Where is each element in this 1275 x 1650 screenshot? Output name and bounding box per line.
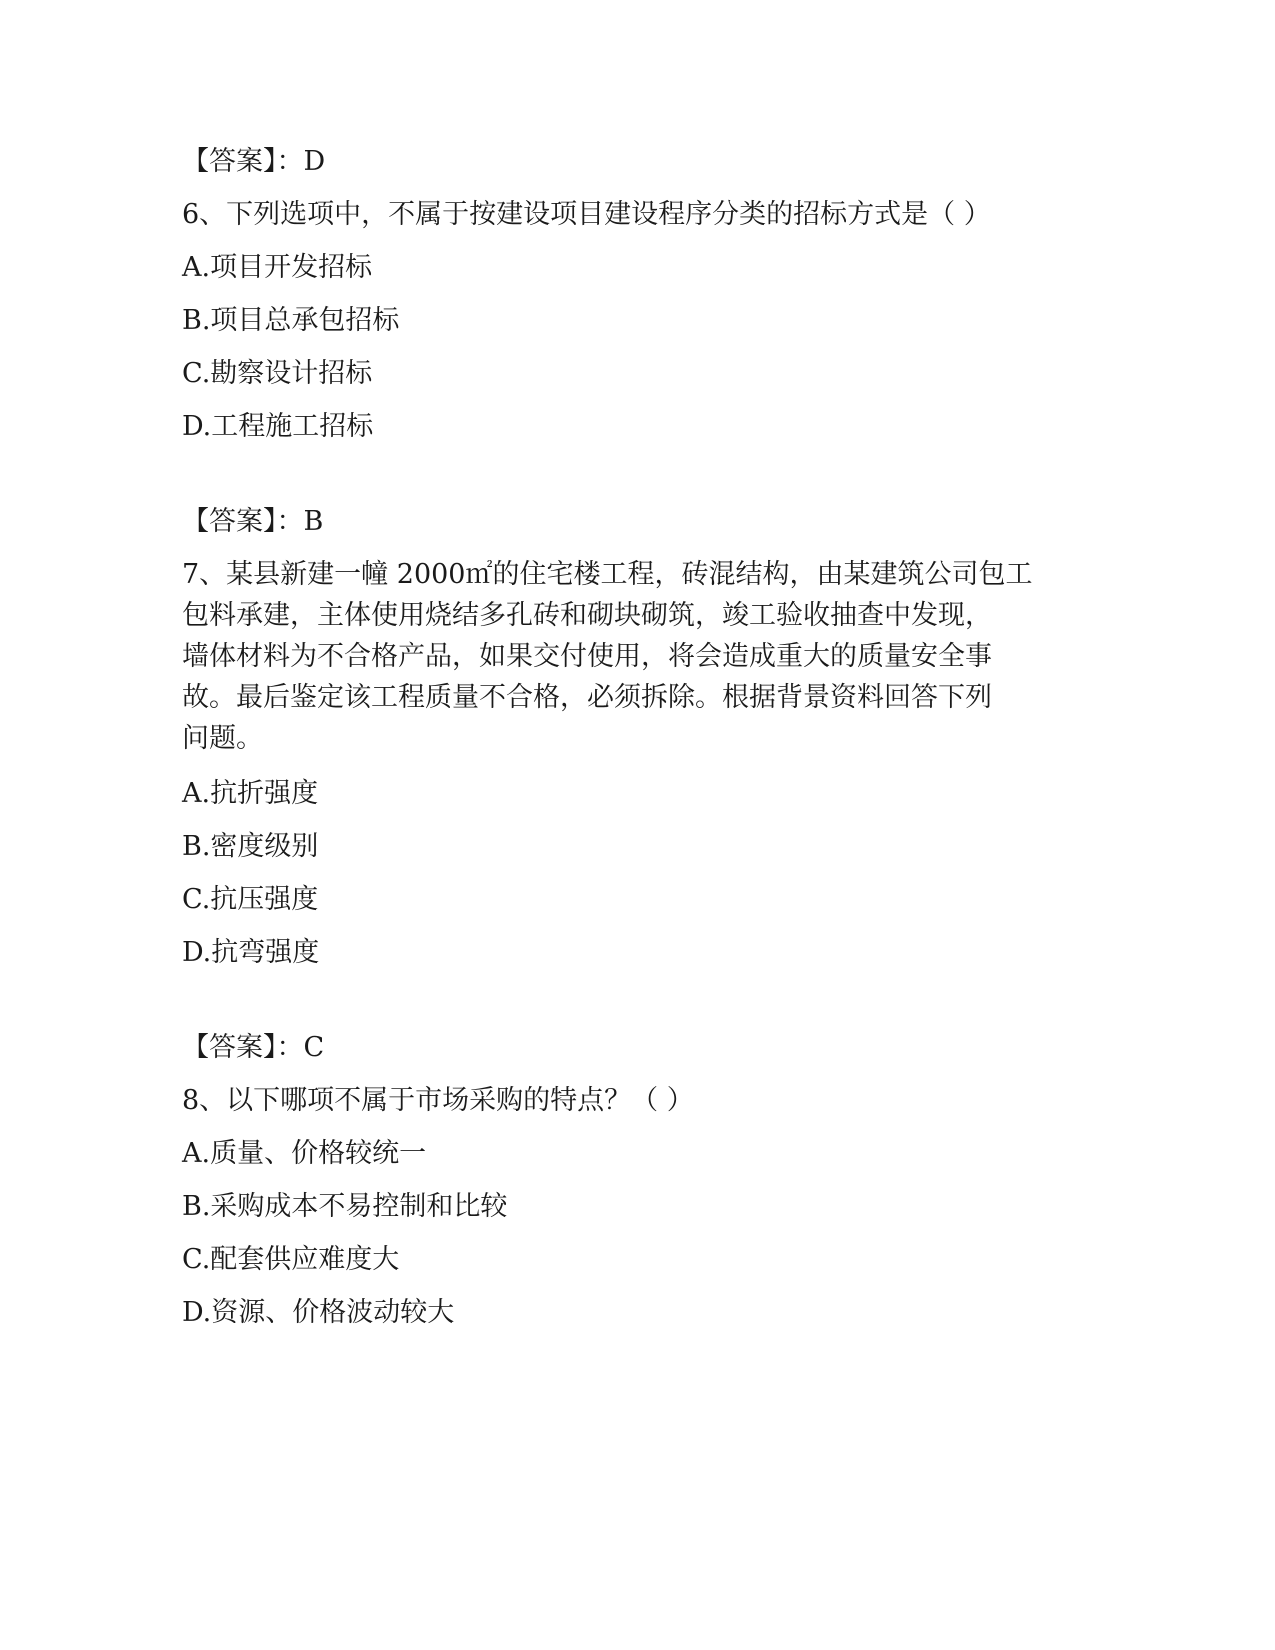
- question-7-line: 问题。: [182, 723, 263, 754]
- option-8b: B.采购成本不易控制和比较: [182, 1191, 508, 1222]
- option-6b: B.项目总承包招标: [182, 305, 400, 336]
- option-7b: B.密度级别: [182, 831, 319, 862]
- answer-label: 【答案】：D: [182, 146, 326, 177]
- option-7c: C.抗压强度: [182, 884, 319, 915]
- question-7-line: 故。最后鉴定该工程质量不合格，必须拆除。根据背景资料回答下列: [182, 682, 992, 713]
- option-8a: A.质量、价格较统一: [182, 1138, 427, 1169]
- question-6: 6、下列选项中，不属于按建设项目建设程序分类的招标方式是（ ）: [182, 199, 991, 230]
- option-6c: C.勘察设计招标: [182, 358, 373, 389]
- option-8c: C.配套供应难度大: [182, 1244, 400, 1275]
- question-7-line: 墙体材料为不合格产品，如果交付使用，将会造成重大的质量安全事: [182, 641, 992, 672]
- answer-label: 【答案】：C: [182, 1032, 325, 1063]
- option-7d: D.抗弯强度: [182, 937, 320, 968]
- question-7-line: 7、某县新建一幢 2000㎡的住宅楼工程，砖混结构，由某建筑公司包工: [182, 559, 1033, 590]
- option-6d: D.工程施工招标: [182, 411, 374, 442]
- question-7-line: 包料承建，主体使用烧结多孔砖和砌块砌筑，竣工验收抽查中发现，: [182, 600, 992, 631]
- option-6a: A.项目开发招标: [182, 252, 373, 283]
- question-8: 8、以下哪项不属于市场采购的特点？（ ）: [182, 1085, 694, 1116]
- option-7a: A.抗折强度: [182, 778, 319, 809]
- answer-label: 【答案】：B: [182, 506, 324, 537]
- option-8d: D.资源、价格波动较大: [182, 1297, 455, 1328]
